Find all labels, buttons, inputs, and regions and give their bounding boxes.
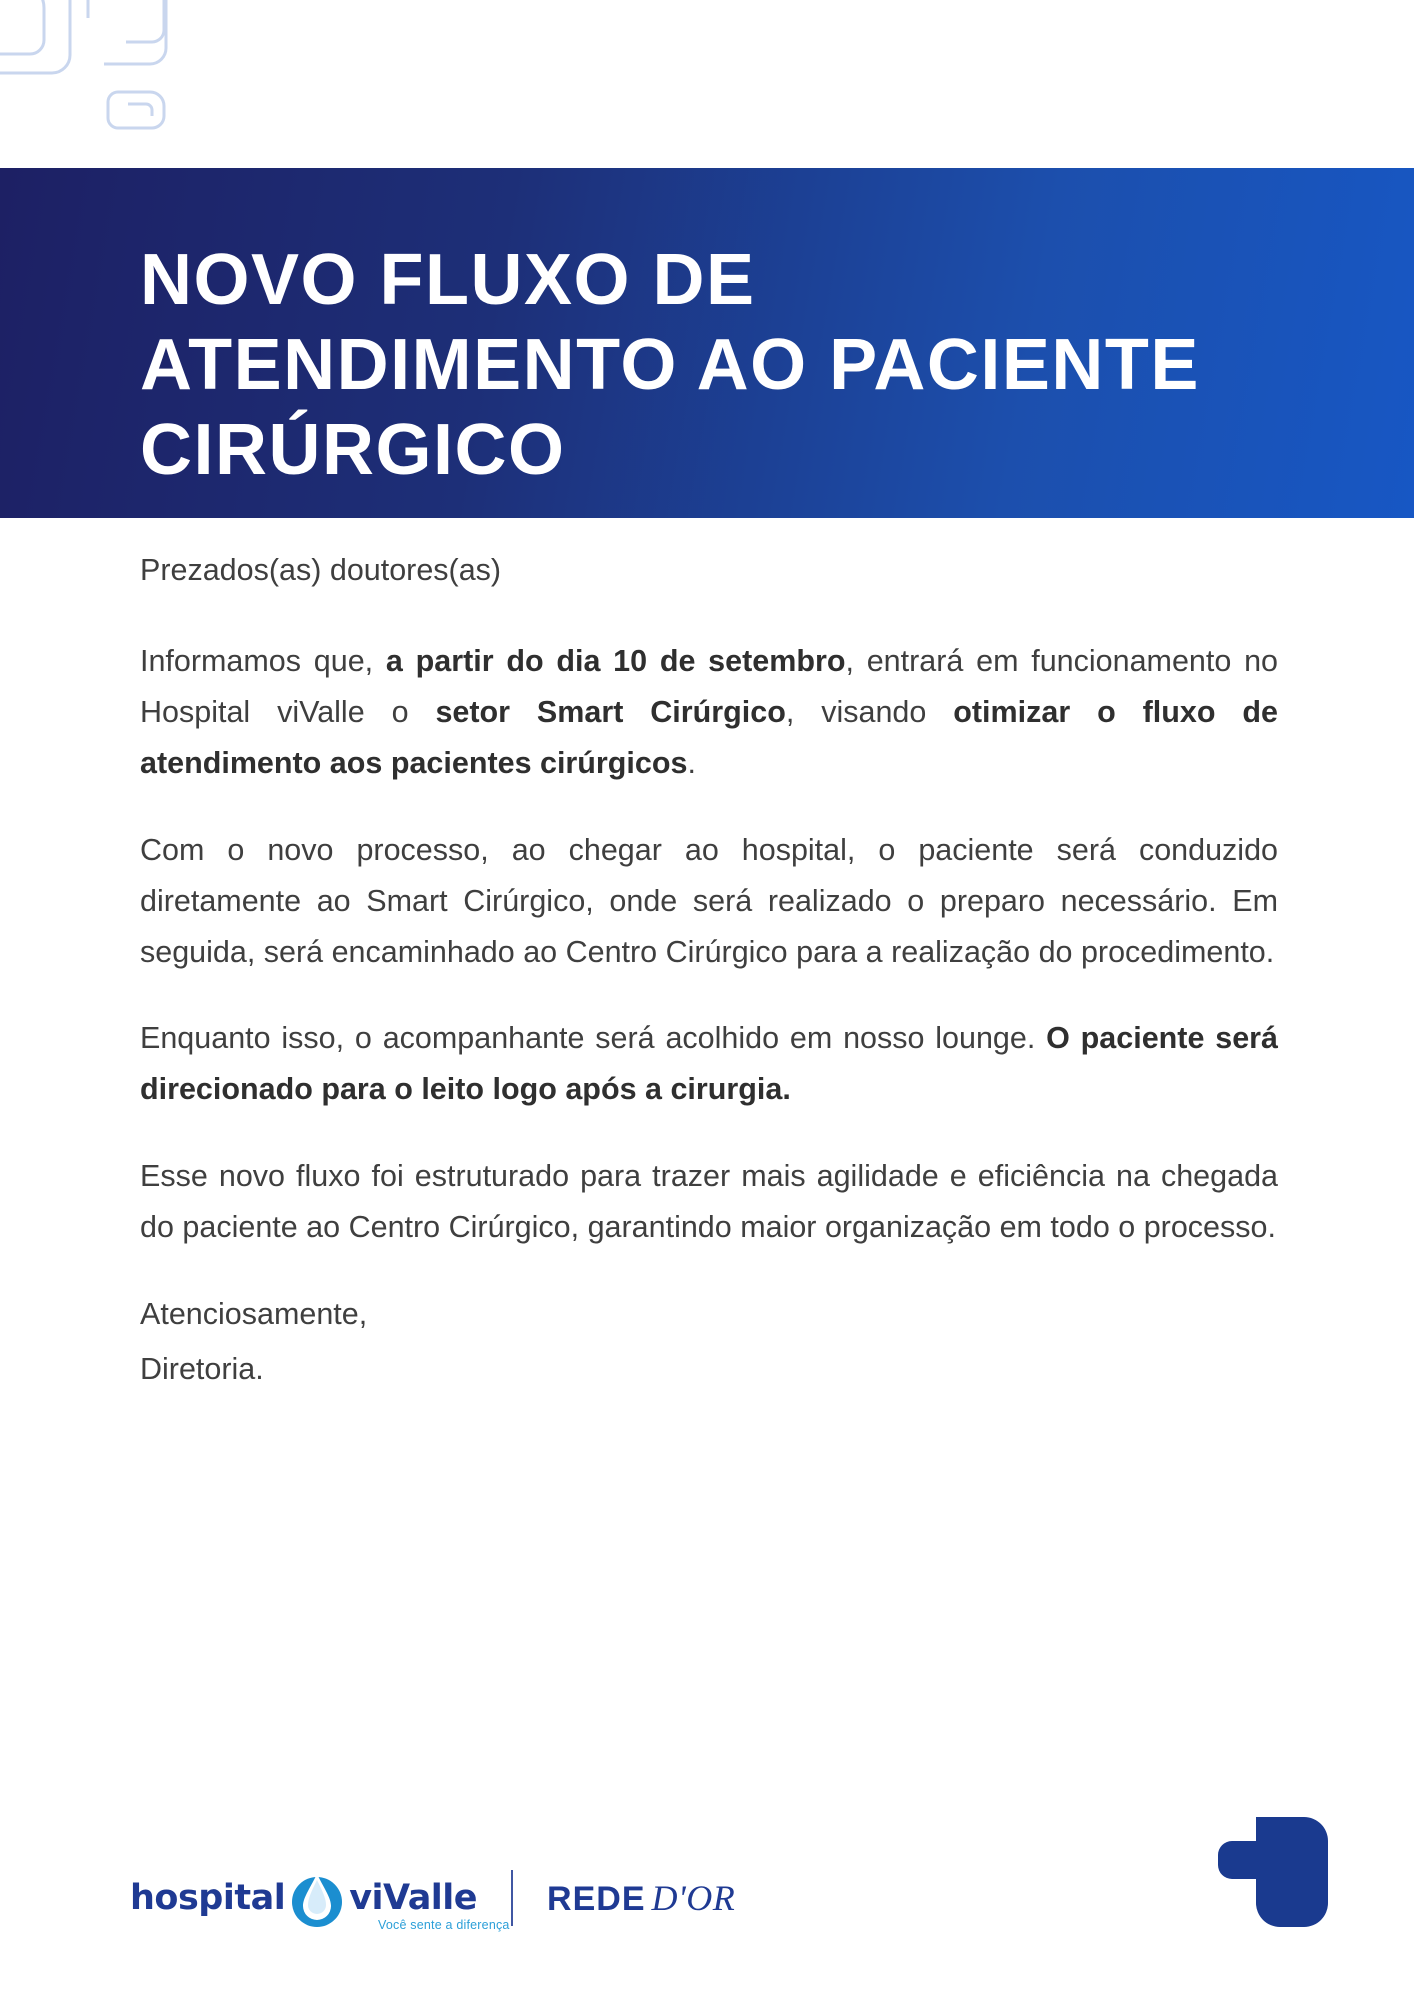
logo-word-hospital: hospital [130, 1878, 286, 1918]
p3-bold-bed: O paciente será direcionado para o leito logo após a cirurgia. [140, 1021, 1278, 1107]
footer-logos [130, 1868, 736, 1932]
logo-tagline: Você sente a diferença [378, 1918, 510, 1932]
paragraph-4: Esse novo fluxo foi estruturado para trazer mais agilidade e eficiência na chegada do paciente ao Centro Cirúrgico, garantindo maior organização em todo o processo. [140, 1159, 1278, 1245]
p1-part-a: Informamos que, [140, 643, 386, 678]
logo-word-dor: D'OR [651, 1878, 736, 1918]
closing-line-1: Atenciosamente, [140, 1297, 368, 1332]
header-banner [0, 168, 1414, 518]
decorative-corner-graphic [0, 0, 300, 170]
p3-part-a: Enquanto isso, o acompanhante será acolhido em nosso lounge. [140, 1021, 1047, 1056]
water-drop-icon [291, 1868, 343, 1928]
paragraph-1 [140, 636, 1278, 789]
logo-word-vivalle: viValle [349, 1878, 478, 1918]
p1-part-e: , visando [785, 694, 954, 729]
letter-body [140, 545, 1278, 1399]
brand-corner-mark [1218, 1817, 1328, 1932]
logo-divider [511, 1870, 513, 1926]
logo-word-rede: REDE [547, 1880, 646, 1918]
page-title: NOVO FLUXO DE ATENDIMENTO AO PACIENTE CIRÚRGICO [140, 240, 1200, 491]
p1-bold-goal: otimizar o fluxo de atendimento aos pacientes cirúrgicos [140, 694, 1278, 780]
paragraph-3 [140, 1013, 1278, 1115]
salutation: Prezados(as) doutores(as) [140, 553, 502, 587]
paragraph-2: Com o novo processo, ao chegar ao hospital, o paciente será conduzido diretamente ao Smart Cirúrgico, onde será realizado o preparo necessário. Em seguida, será encaminhado ao Centro Cirúrgico para a realização do procedimento. [140, 832, 1278, 969]
closing-line-2: Diretoria. [140, 1352, 264, 1387]
rede-dor-logo [547, 1877, 735, 1919]
p1-bold-sector: setor Smart Cirúrgico [435, 694, 786, 729]
p1-part-g: . [687, 745, 696, 780]
p1-part-c: , entrará em funcionamento no Hospital viValle o [140, 643, 1278, 729]
hospital-vivalle-logo [130, 1868, 510, 1932]
p1-bold-date: a partir do dia 10 de setembro [385, 643, 846, 678]
